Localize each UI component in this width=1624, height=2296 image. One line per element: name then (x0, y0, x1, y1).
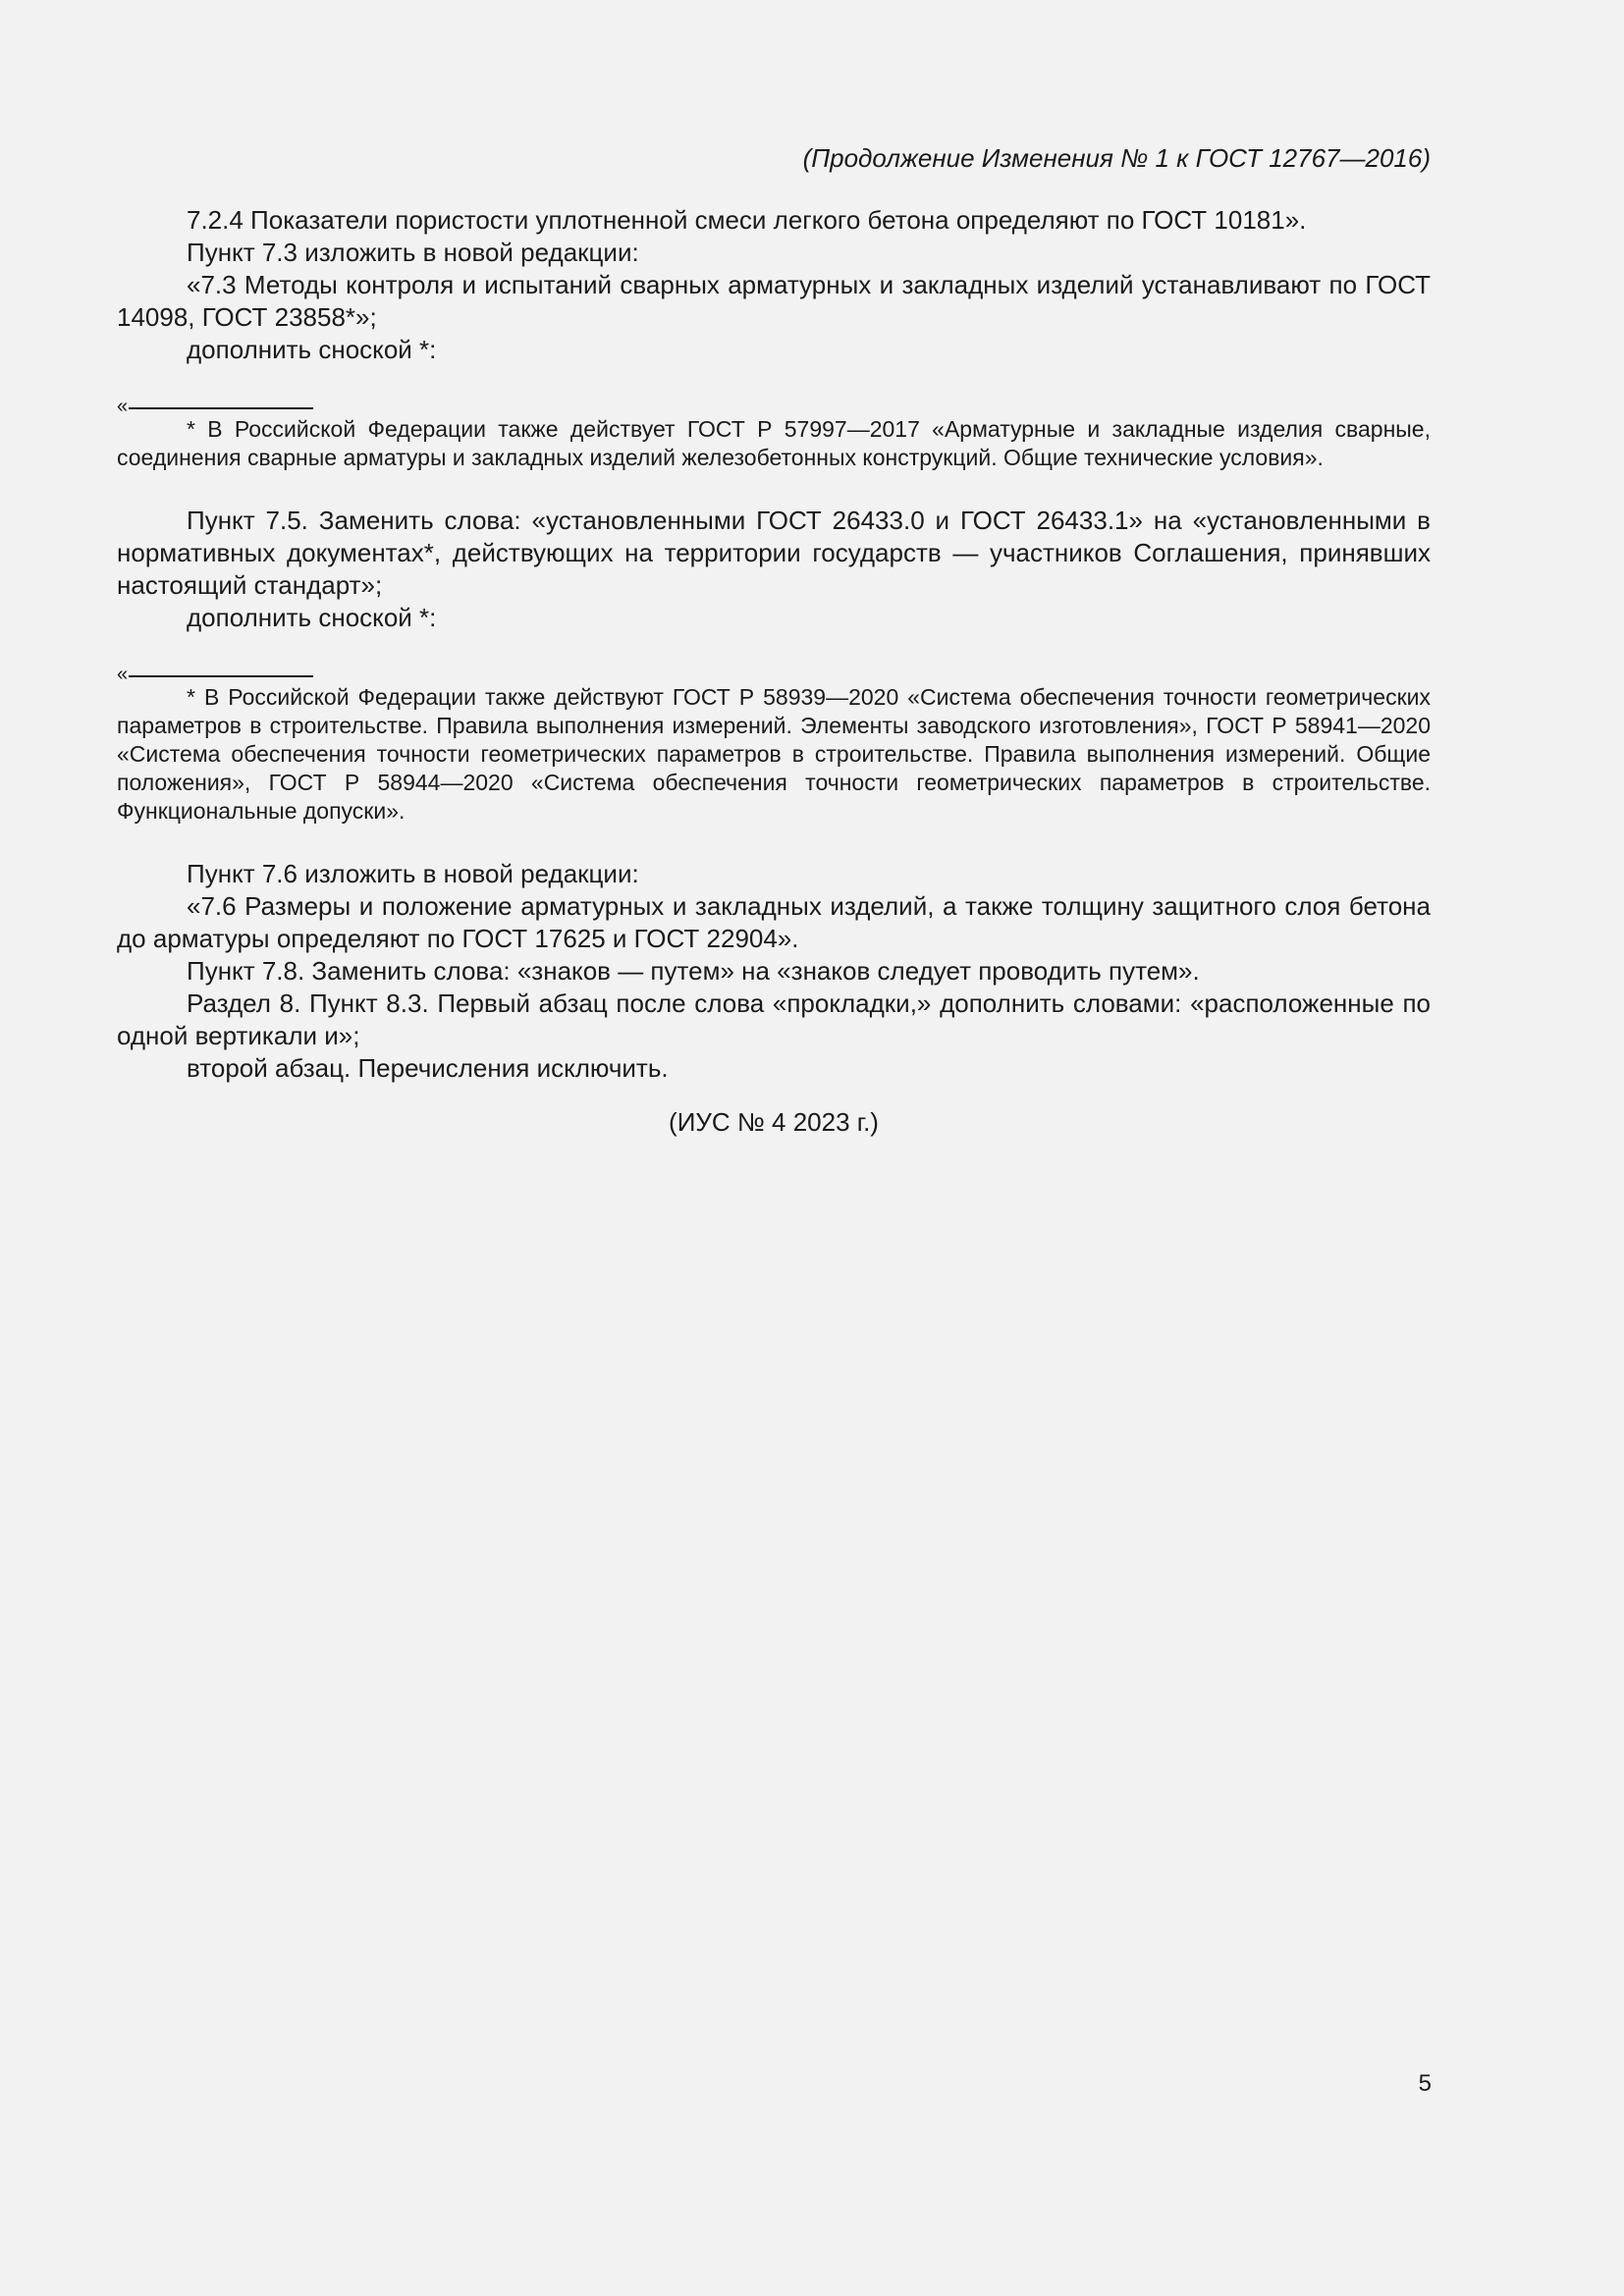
section-7-6-onward (117, 858, 1431, 1085)
paragraph-section-8: Раздел 8. Пункт 8.3. Первый абзац после слова «прокладки,» дополнить словами: «расположенные по одной вертикали и»; (117, 988, 1431, 1050)
page-content (117, 142, 1431, 1139)
page-number: 5 (1418, 2070, 1432, 2097)
footnote-1-text: * В Российской Федерации также действует ГОСТ Р 57997—2017 «Арматурные и закладные изделия сварные, соединения сварные арматуры и закладных изделий железобетонных конструкций. Общие технические условия». (117, 416, 1431, 470)
footnote-rule (129, 407, 313, 409)
footnote-block-1 (117, 398, 1431, 472)
paragraph-add-footnote-2: дополнить сноской *: (187, 603, 437, 632)
footnote-quote-mark: « (117, 396, 129, 417)
footnote-block-2 (117, 666, 1431, 826)
paragraph-7-8: Пункт 7.8. Заменить слова: «знаков — путем» на «знаков следует проводить путем». (187, 956, 1200, 986)
footnote-quote-mark: « (117, 664, 129, 685)
footnote-separator-1 (117, 398, 1431, 415)
paragraph-add-footnote-1: дополнить сноской *: (187, 335, 437, 364)
section-7-5 (117, 505, 1431, 634)
footnote-2-text: * В Российской Федерации также действуют ГОСТ Р 58939—2020 «Система обеспечения точности геометрических параметров в строительстве. Правила выполнения измерений. Элементы заводского изготовления», ГОСТ Р 58941—2020 «Система обеспечения точности геометрических параметров в строительстве. Правила выполнения измерений. Общие положения», ГОСТ Р 58944—2020 «Система обеспечения точности геометрических параметров в строительстве. Функциональные допуски». (117, 684, 1431, 824)
paragraph-7-3-intro: Пункт 7.3 изложить в новой редакции: (187, 238, 639, 267)
paragraph-second-abzac: второй абзац. Перечисления исключить. (187, 1053, 669, 1083)
paragraph-7-6-intro: Пункт 7.6 изложить в новой редакции: (187, 859, 639, 888)
paragraph-7-6-text: «7.6 Размеры и положение арматурных и закладных изделий, а также толщину защитного слоя бетона до арматуры определяют по ГОСТ 17625 и ГОСТ 22904». (117, 891, 1431, 953)
continuation-header: (Продолжение Изменения № 1 к ГОСТ 12767—2016) (802, 143, 1431, 173)
paragraph-7-5: Пункт 7.5. Заменить слова: «установленными ГОСТ 26433.0 и ГОСТ 26433.1» на «установленными в нормативных документах*, действующих на территории государств — участников Соглашения, принявших настоящий стандарт»; (117, 506, 1431, 600)
paragraph-7-2-4: 7.2.4 Показатели пористости уплотненной смеси легкого бетона определяют по ГОСТ 10181». (187, 205, 1307, 235)
ius-reference: (ИУС № 4 2023 г.) (669, 1107, 879, 1137)
footnote-rule (129, 675, 313, 677)
paragraph-7-3-text: «7.3 Методы контроля и испытаний сварных арматурных и закладных изделий устанавливают по ГОСТ 14098, ГОСТ 23858*»; (117, 270, 1431, 332)
footnote-separator-2 (117, 666, 1431, 683)
